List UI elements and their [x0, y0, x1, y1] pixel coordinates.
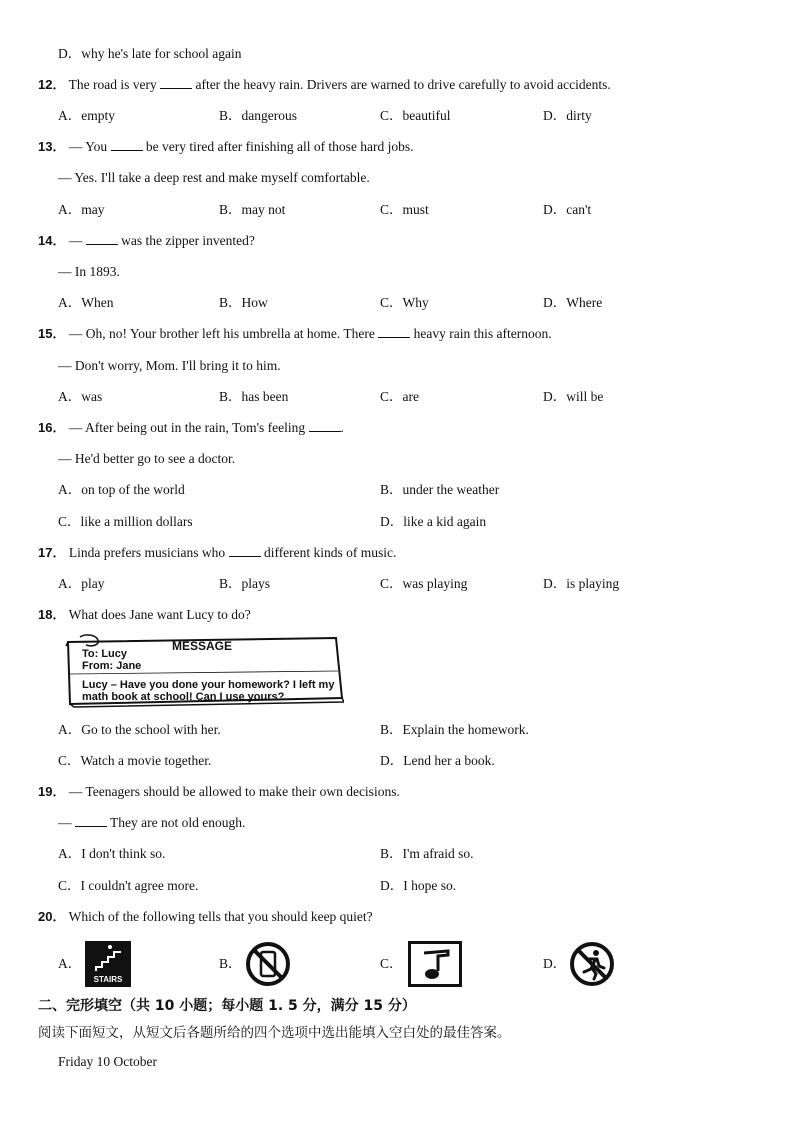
stem-part: be very tired after finishing all of those hard jobs.: [142, 139, 414, 154]
question-number: 18．: [38, 607, 66, 622]
message-body-line2: math book at school! Can I use yours?: [82, 691, 285, 703]
message-note-image: [62, 634, 344, 708]
option-a[interactable]: A．I don't think so.: [58, 846, 166, 861]
question-16: [38, 419, 344, 437]
option-d[interactable]: D．dirty: [543, 108, 592, 123]
option-a[interactable]: A．on top of the world: [58, 482, 185, 497]
stem-part: .: [340, 420, 344, 435]
option-a[interactable]: A．play: [58, 576, 105, 591]
answer-blank: [229, 544, 261, 557]
option-c[interactable]: C．Why: [380, 295, 429, 310]
option-a[interactable]: A．Go to the school with her.: [58, 722, 221, 737]
option-d[interactable]: D．will be: [543, 389, 604, 404]
option-d[interactable]: D．like a kid again: [380, 514, 487, 529]
stem-part: after the heavy rain. Drivers are warned to drive carefully to avoid accidents.: [192, 77, 611, 92]
question-13: [38, 138, 414, 156]
option-b[interactable]: B．dangerous: [219, 108, 297, 123]
option-b[interactable]: B．Explain the homework.: [380, 722, 529, 737]
option-a[interactable]: A．empty: [58, 108, 115, 123]
option-c[interactable]: C．: [380, 956, 403, 971]
stem-part: — After being out in the rain, Tom's feeling: [68, 420, 309, 435]
answer-blank: [160, 76, 192, 89]
stem-part: What does Jane want Lucy to do?: [68, 607, 251, 622]
option-b[interactable]: B．may not: [219, 202, 286, 217]
answer-blank: [75, 814, 107, 827]
option-a[interactable]: A．: [58, 956, 82, 971]
question-17: [38, 544, 396, 562]
option-d[interactable]: D．is playing: [543, 576, 620, 591]
stem-part: — Oh, no! Your brother left his umbrella at home. There: [68, 326, 379, 341]
section-2-instruction: 阅读下面短文，从短文后各题所给的四个选项中选出能填入空白处的最佳答案。: [38, 1025, 511, 1041]
message-to: To: Lucy: [82, 648, 128, 660]
option-c[interactable]: C．Watch a movie together.: [58, 753, 212, 768]
stem-part: — Teenagers should be allowed to make their own decisions.: [68, 784, 400, 799]
question-number: 13．: [38, 139, 66, 154]
question-18: [38, 606, 251, 624]
stem-part: The road is very: [68, 77, 161, 92]
option-d[interactable]: D．can't: [543, 202, 592, 217]
dialogue-line: — In 1893.: [58, 264, 120, 279]
q11-option-d: D．why he's late for school again: [58, 46, 242, 61]
option-b[interactable]: B．I'm afraid so.: [380, 846, 474, 861]
option-c[interactable]: C．like a million dollars: [58, 514, 193, 529]
passage-date: Friday 10 October: [58, 1054, 157, 1069]
option-a[interactable]: A．may: [58, 202, 105, 217]
stem-part: Which of the following tells that you should keep quiet?: [68, 909, 373, 924]
music-note-sign-icon[interactable]: [408, 941, 462, 987]
message-title: MESSAGE: [172, 639, 233, 653]
stem-part: heavy rain this afternoon.: [410, 326, 552, 341]
option-c[interactable]: C．beautiful: [380, 108, 451, 123]
option-c[interactable]: C．are: [380, 389, 419, 404]
question-14: [38, 232, 255, 250]
stem-part: — You: [68, 139, 111, 154]
option-b[interactable]: B．: [219, 956, 242, 971]
question-15: [38, 325, 552, 343]
stem-part: They are not old enough.: [106, 815, 246, 830]
option-a[interactable]: A．When: [58, 295, 114, 310]
answer-blank: [86, 232, 118, 245]
no-running-sign-icon[interactable]: [569, 941, 615, 987]
question-number: 20．: [38, 909, 66, 924]
option-b[interactable]: B．has been: [219, 389, 289, 404]
question-number: 14．: [38, 233, 66, 248]
question-number: 15．: [38, 326, 66, 341]
answer-blank: [309, 419, 341, 432]
option-c[interactable]: C．I couldn't agree more.: [58, 878, 199, 893]
option-c[interactable]: C．was playing: [380, 576, 468, 591]
stem-part: Linda prefers musicians who: [68, 545, 229, 560]
stem-part: was the zipper invented?: [117, 233, 255, 248]
no-phone-sign-icon[interactable]: [245, 941, 291, 987]
option-d[interactable]: D．I hope so.: [380, 878, 457, 893]
section-2-title: 二、完形填空（共 10 小题；每小题 1. 5 分，满分 15 分）: [38, 998, 416, 1014]
question-20: [38, 908, 373, 926]
message-body-line1: Lucy – Have you done your homework? I left my: [82, 679, 335, 691]
option-d[interactable]: D．Where: [543, 295, 603, 310]
option-c[interactable]: C．must: [380, 202, 429, 217]
stairs-label: STAIRS: [93, 975, 123, 984]
message-from: From: Jane: [82, 660, 142, 672]
option-a[interactable]: A．was: [58, 389, 103, 404]
option-b[interactable]: B．How: [219, 295, 268, 310]
question-number: 19．: [38, 784, 66, 799]
stem-part: —: [58, 815, 75, 830]
answer-blank: [378, 325, 410, 338]
question-number: 12．: [38, 77, 66, 92]
answer-blank: [111, 138, 143, 151]
question-12: [38, 76, 611, 94]
stem-part: different kinds of music.: [260, 545, 397, 560]
question-number: 16．: [38, 420, 66, 435]
option-d[interactable]: D．: [543, 956, 567, 971]
dialogue-line: — Don't worry, Mom. I'll bring it to him.: [58, 358, 281, 373]
option-b[interactable]: B．under the weather: [380, 482, 500, 497]
dialogue-line: — He'd better go to see a doctor.: [58, 451, 236, 466]
stairs-sign-icon[interactable]: [85, 941, 131, 987]
question-19: [38, 783, 400, 801]
dialogue-line: — Yes. I'll take a deep rest and make myself comfortable.: [58, 170, 370, 185]
option-b[interactable]: B．plays: [219, 576, 271, 591]
question-number: 17．: [38, 545, 66, 560]
option-d[interactable]: D．Lend her a book.: [380, 753, 495, 768]
stem-part: —: [68, 233, 86, 248]
dialogue-line: [58, 814, 245, 832]
